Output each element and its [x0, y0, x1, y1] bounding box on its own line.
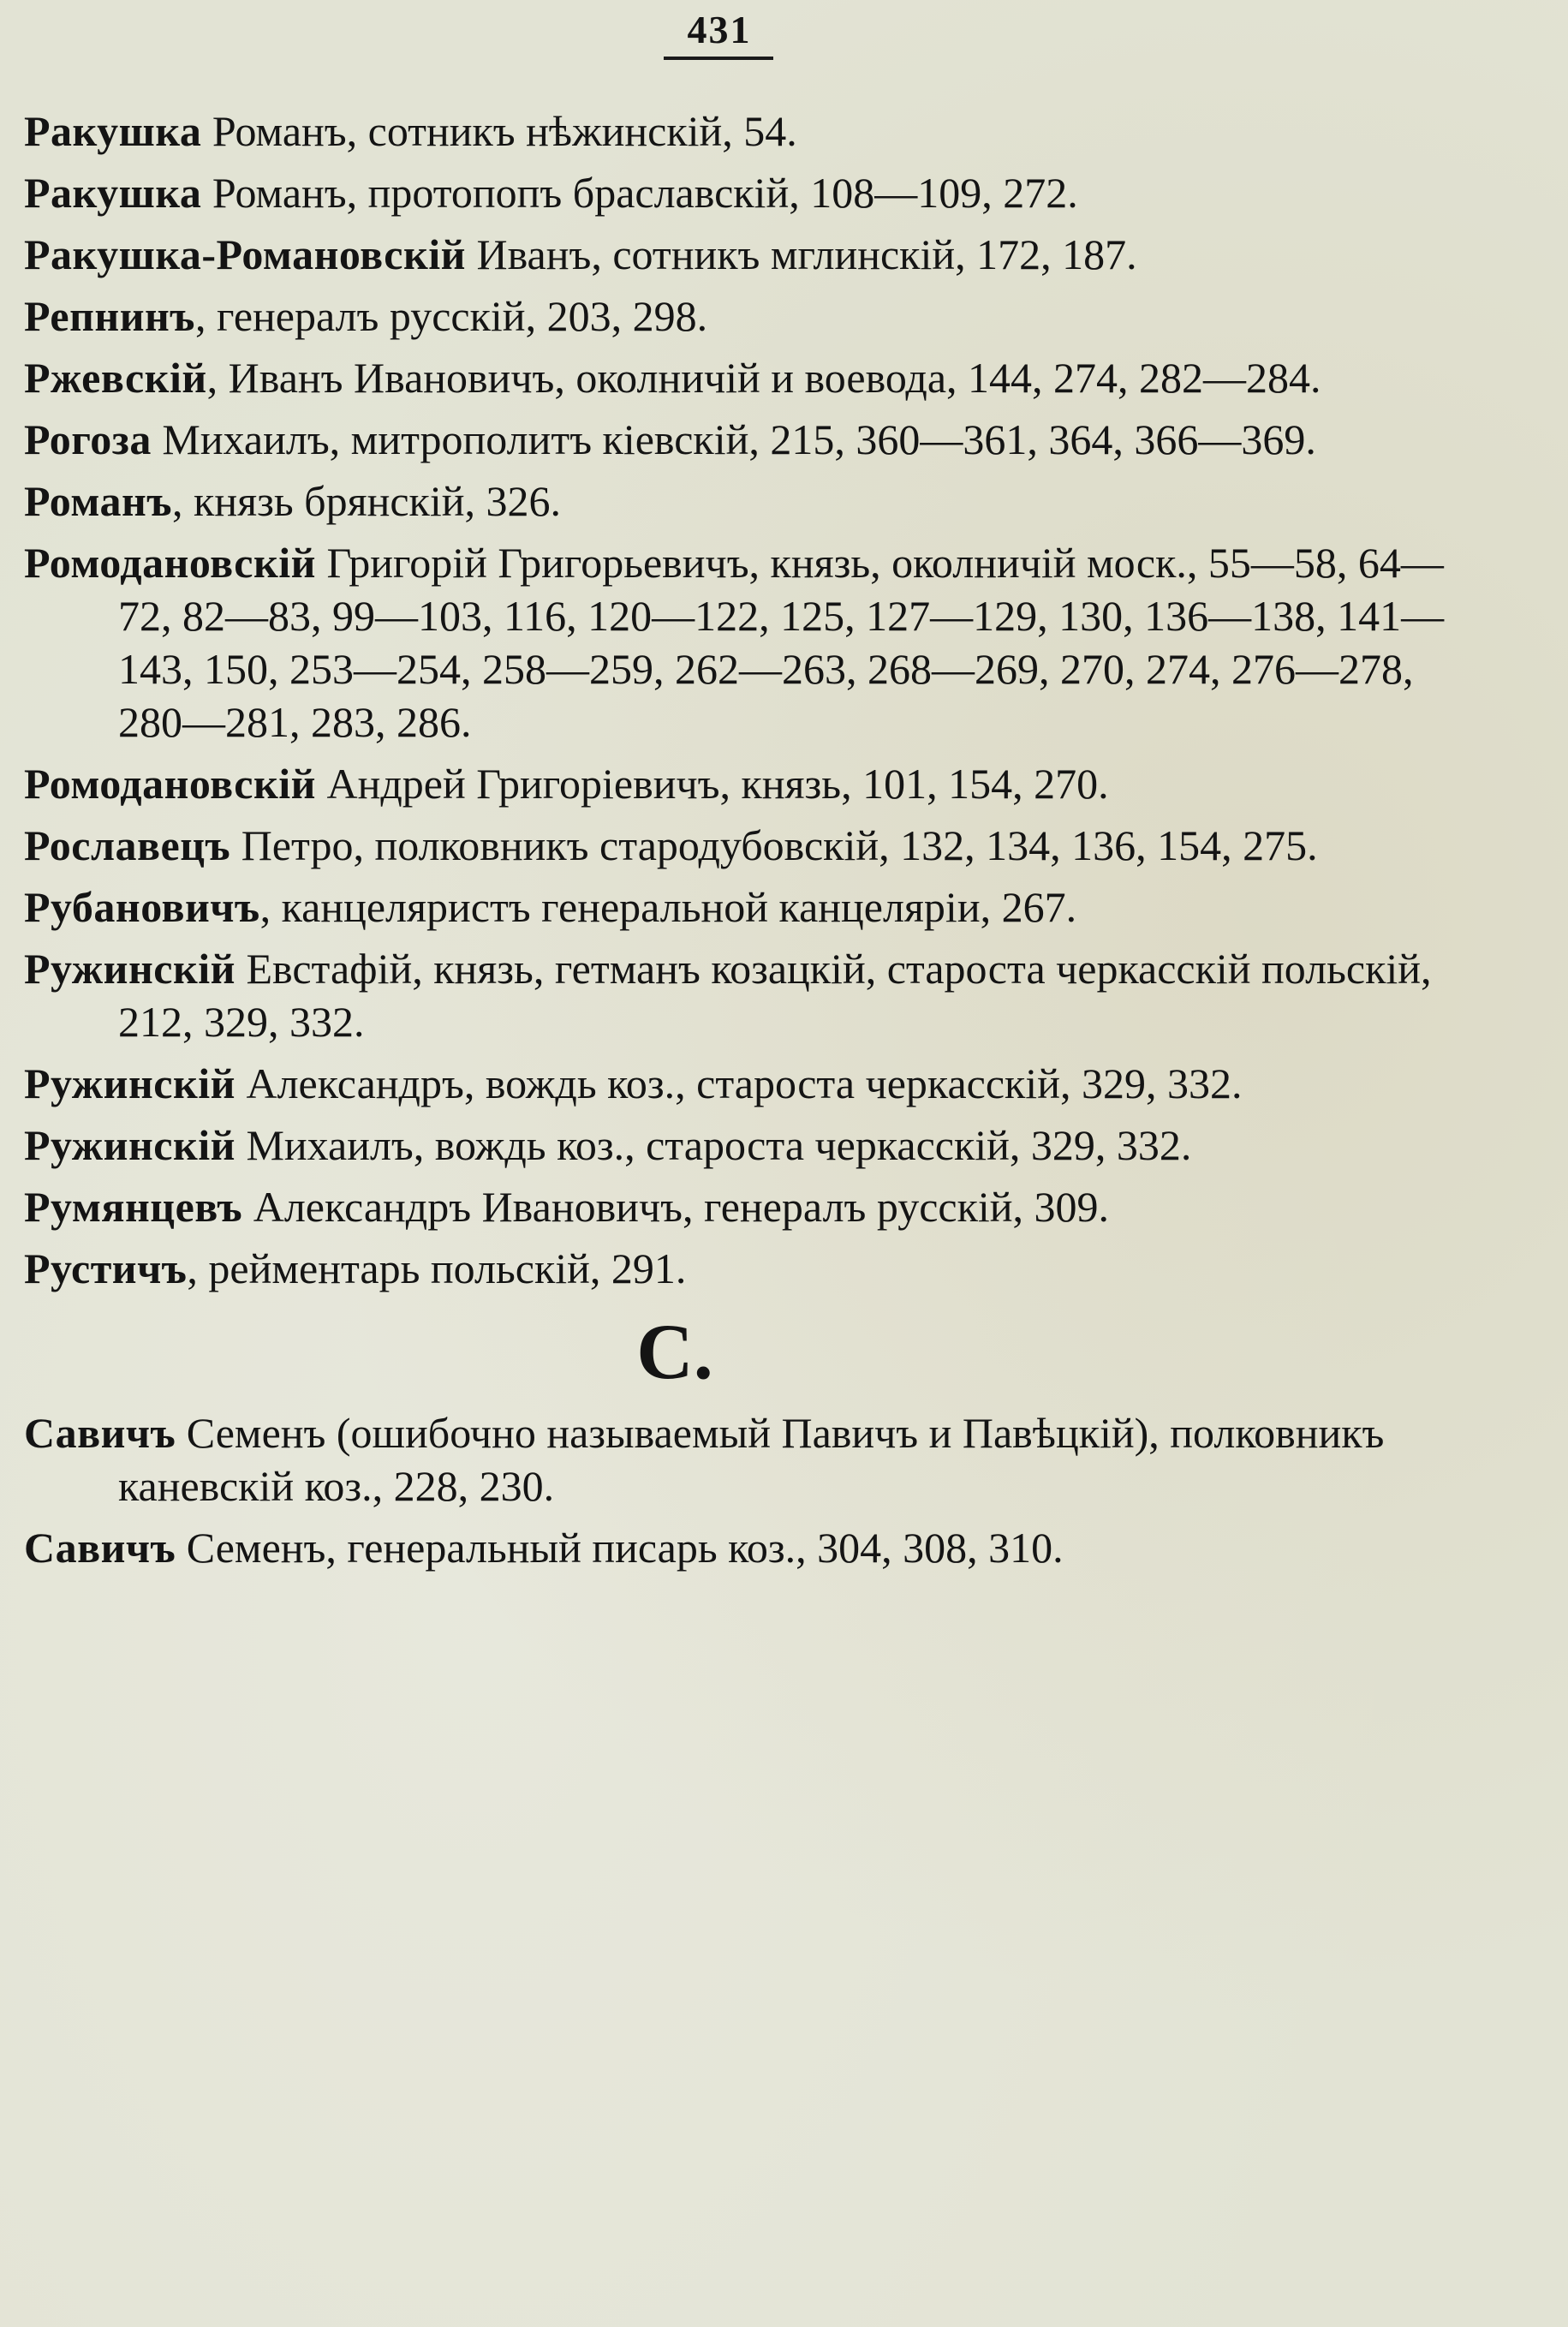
- entry-name: Рогоза: [24, 415, 152, 463]
- entry-name: Ромодановскій: [24, 539, 316, 587]
- entry-text: , рейментарь польскій, 291.: [187, 1244, 687, 1292]
- entry-name: Ракушка: [24, 107, 202, 155]
- index-entry: [24, 1057, 1446, 1110]
- entry-name: Ружинскій: [24, 1059, 235, 1107]
- index-entry: [24, 1180, 1446, 1233]
- entry-text: Андрей Григоріевичъ, князь, 101, 154, 270.: [315, 760, 1109, 808]
- index-entry: [24, 880, 1446, 934]
- entry-text: Михаилъ, вождь коз., староста черкасскій, 329, 332.: [235, 1121, 1192, 1169]
- index-entry: [24, 413, 1446, 466]
- entry-text: Петро, полковникъ стародубовскій, 132, 134, 136, 154, 275.: [230, 821, 1318, 869]
- index-entry: [24, 1521, 1446, 1574]
- entry-name: Ржевскій: [24, 354, 207, 402]
- entry-name: Рославецъ: [24, 821, 231, 869]
- entry-name: Рубановичъ: [24, 883, 260, 931]
- entry-name: Ракушка: [24, 169, 202, 217]
- index-entry: [24, 228, 1446, 281]
- index-entry: [24, 1119, 1446, 1172]
- entry-name: Савичъ: [24, 1524, 176, 1572]
- entry-name: Савичъ: [24, 1409, 176, 1457]
- entry-text: Григорій Григорьевичъ, князь, околничій моск., 55—58, 64—72, 82—83, 99—103, 116, 120—122, 125, 127—129, 130, 136—138, 141—143, 150, 253—254, 258—259, 262—263, 268—269, 270, 274, 276—278, 280—281, 283, 286.: [118, 539, 1445, 746]
- section-letter-heading: С.: [636, 1308, 713, 1395]
- index-entry: [24, 104, 1446, 158]
- index-entry: [24, 474, 1446, 528]
- page-number-underline: [664, 57, 773, 60]
- entry-text: Иванъ, сотникъ мглинскій, 172, 187.: [466, 230, 1137, 278]
- entry-text: Семенъ, генеральный писарь коз., 304, 308, 310.: [176, 1524, 1064, 1572]
- index-section-r: [24, 104, 1446, 1295]
- index-entry: [24, 819, 1446, 872]
- entry-text: Михаилъ, митрополитъ кіевскій, 215, 360—361, 364, 366—369.: [151, 415, 1316, 463]
- entry-text: Евстафій, князь, гетманъ козацкій, староста черкасскій польскій, 212, 329, 332.: [118, 945, 1432, 1046]
- entry-name: Романъ: [24, 477, 173, 525]
- entry-text: Семенъ (ошибочно называемый Павичъ и Павѣцкій), полковникъ каневскій коз., 228, 230.: [118, 1409, 1385, 1510]
- entry-name: Ружинскій: [24, 945, 235, 993]
- page-number: 431: [687, 8, 752, 51]
- entry-text: Романъ, сотникъ нѣжинскій, 54.: [201, 107, 797, 155]
- entry-text: , князь брянскій, 326.: [172, 477, 561, 525]
- entry-name: Рустичъ: [24, 1244, 188, 1292]
- index-entry: [24, 289, 1446, 343]
- index-entry: [24, 1406, 1446, 1513]
- entry-text: , канцеляристъ генеральной канцеляріи, 267.: [259, 883, 1077, 931]
- entry-name: Ружинскій: [24, 1121, 235, 1169]
- index-entry: [24, 166, 1446, 219]
- entry-name: Ромодановскій: [24, 760, 316, 808]
- index-entry: [24, 536, 1446, 749]
- entry-text: Александръ Ивановичъ, генералъ русскій, 309.: [242, 1183, 1110, 1231]
- index-entry: [24, 351, 1446, 404]
- index-entry: [24, 942, 1446, 1048]
- entry-text: , генералъ русскій, 203, 298.: [194, 292, 708, 340]
- entry-text: , Иванъ Ивановичъ, околничій и воевода, 144, 274, 282—284.: [206, 354, 1321, 402]
- entry-name: Ракушка-Романовскій: [24, 230, 466, 278]
- entry-text: Александръ, вождь коз., староста черкасскій, 329, 332.: [235, 1059, 1243, 1107]
- index-entry: [24, 1242, 1446, 1295]
- entry-text: Романъ, протопопъ браславскій, 108—109, 272.: [201, 169, 1078, 217]
- entry-name: Румянцевъ: [24, 1183, 243, 1231]
- entry-name: Репнинъ: [24, 292, 195, 340]
- index-section-s: [24, 1406, 1446, 1574]
- index-entries: [24, 104, 1446, 1583]
- index-entry: [24, 757, 1446, 810]
